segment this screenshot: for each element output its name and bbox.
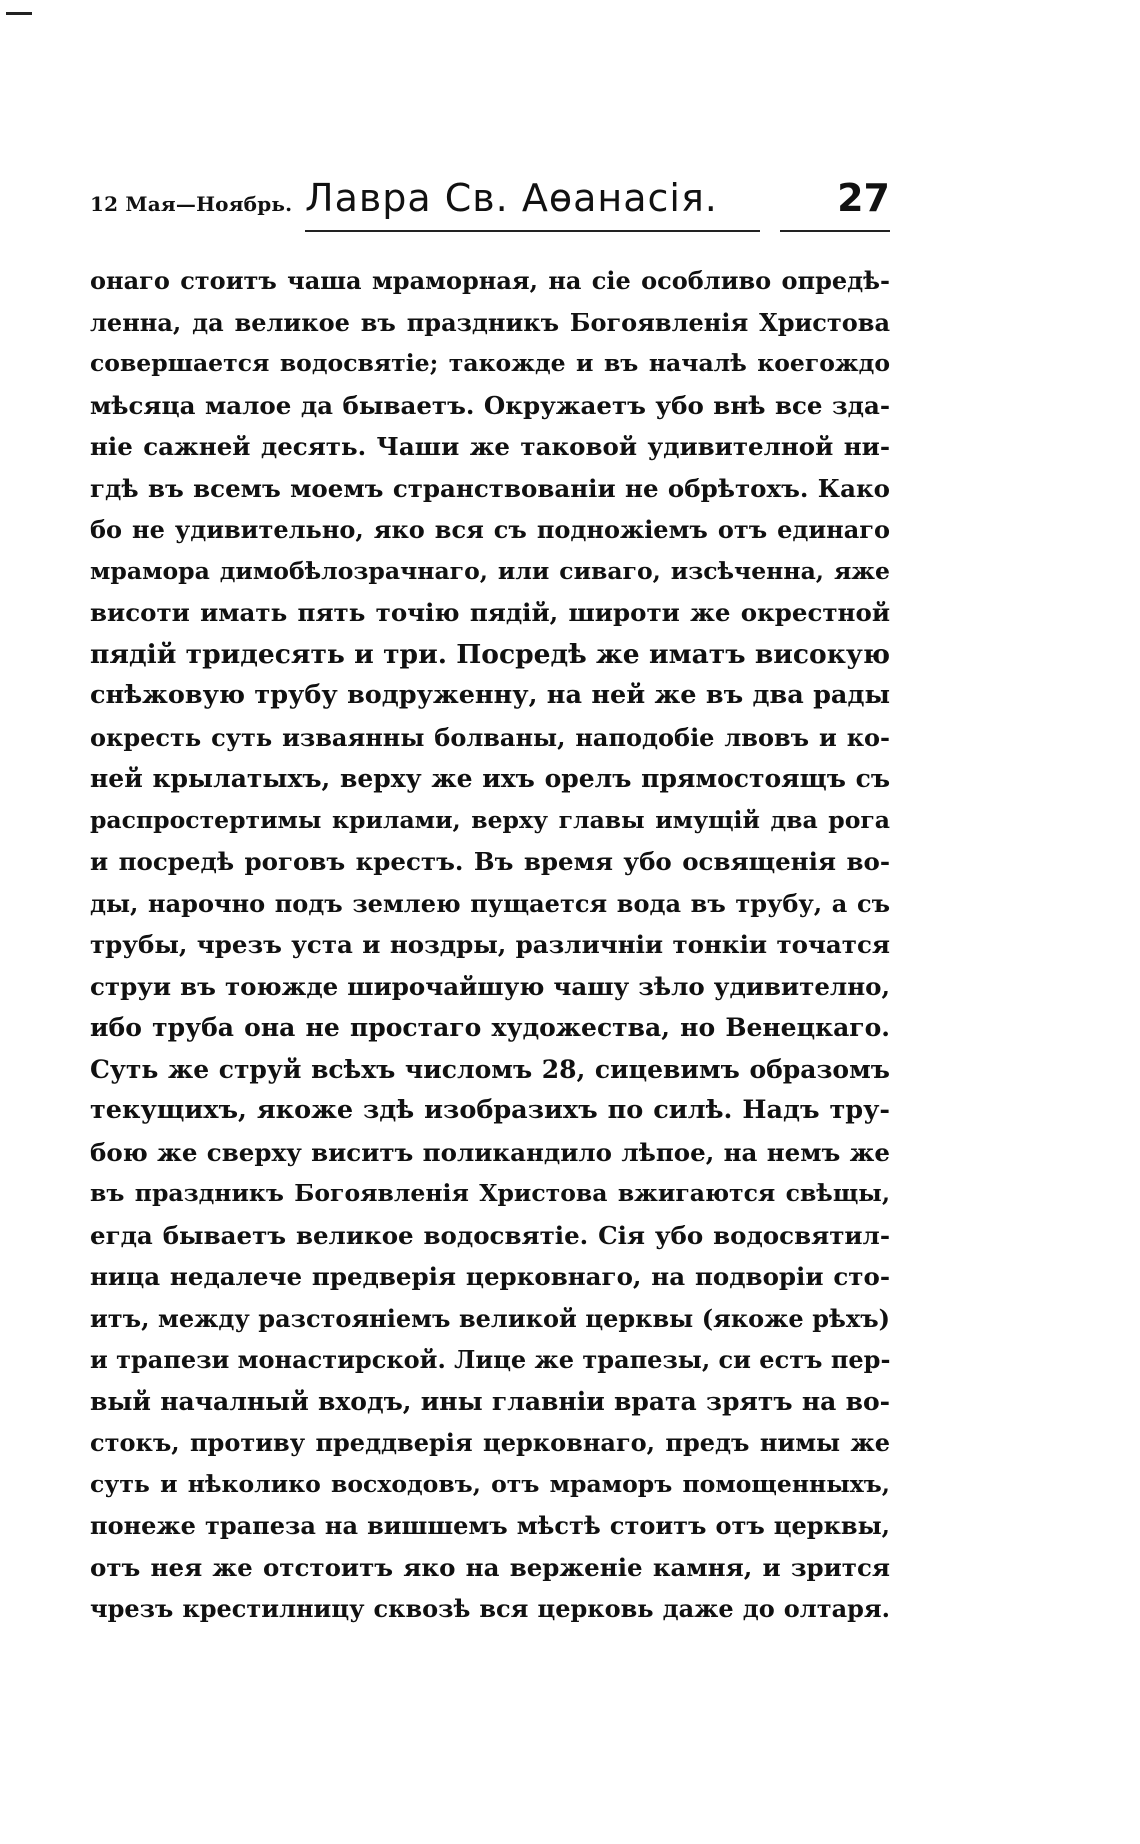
text-line: струи въ тоюжде широчайшую чашу зѣло удивително, — [90, 971, 890, 1001]
text-line: понеже трапеза на вишшемъ мѣстѣ стоитъ отъ церквы, — [90, 1511, 890, 1540]
text-line: вый началный входъ, ины главніи врата зрятъ на во- — [90, 1386, 890, 1416]
text-line: ней крылатыхъ, верху же ихъ орелъ прямостоящъ съ — [90, 764, 890, 793]
header-rule-right — [780, 230, 890, 232]
text-line: ды, нарочно подъ землею пущается вода въ трубу, а съ — [90, 888, 890, 918]
text-line: онаго стоитъ чаша мраморная, на сіе особливо опредѣ- — [90, 266, 890, 295]
page-header — [90, 172, 890, 232]
text-line: егда бываетъ великое водосвятіе. Сія убо водосвятил- — [90, 1220, 890, 1250]
text-line: трубы, чрезъ уста и ноздры, различніи тонкіи точатся — [90, 930, 890, 959]
header-rule-left — [305, 230, 760, 232]
text-line: ленна, да великое въ праздникъ Богоявленія Христова — [90, 307, 890, 337]
text-line: гдѣ въ всемъ моемъ странствованіи не обрѣтохъ. Како — [90, 473, 890, 503]
text-line: снѣжовую трубу водруженну, на ней же въ два рады — [90, 680, 890, 710]
text-line: бою же сверху виситъ поликандило лѣпое, на немъ же — [90, 1137, 890, 1167]
text-line: окресть суть изваянны болваны, наподобіе лвовъ и ко- — [90, 722, 890, 752]
text-line: мѣсяца малое да бываетъ. Окружаетъ убо внѣ все зда- — [90, 390, 890, 420]
text-line: пядій тридесять и три. Посредѣ же иматъ високую — [90, 638, 890, 670]
text-line: ница недалече предверія церковнаго, на подворіи сто- — [90, 1262, 890, 1291]
text-line: чрезъ крестилницу сквозѣ вся церковь даже до олтаря. — [90, 1594, 890, 1623]
text-line: ибо труба она не простаго художества, но Венецкаго. — [90, 1013, 890, 1042]
scan-corner-mark — [6, 12, 32, 15]
text-line: въ праздникъ Богоявленія Христова вжигаются свѣщы, — [90, 1179, 890, 1207]
text-line: мрамора димобѣлозрачнаго, или сиваго, изсѣченна, яже — [90, 556, 890, 585]
text-line: ніе сажней десять. Чаши же таковой удивителной ни- — [90, 432, 890, 461]
body-text — [90, 260, 890, 1630]
page-number: 27 — [837, 176, 890, 220]
text-line: висоти имать пять точію пядій, широти же окрестной — [90, 598, 890, 627]
text-line: отъ нея же отстоитъ яко на верженіе камня, и зрится — [90, 1552, 890, 1582]
running-title: Лавра Св. Аѳанасія. — [305, 176, 718, 220]
text-line: итъ, между разстояніемъ великой церквы (якоже рѣхъ) — [90, 1303, 890, 1333]
text-line: бо не удивительно, яко вся съ подножіемъ отъ единаго — [90, 515, 890, 544]
header-date-range: 12 Мая—Ноябрь. — [90, 192, 293, 216]
text-line: и посредѣ роговъ крестъ. Въ время убо освященія во- — [90, 847, 890, 876]
text-line: стокъ, противу преддверія церковнаго, предъ нимы же — [90, 1428, 890, 1457]
text-line: совершается водосвятіе; такожде и въ началѣ коегождо — [90, 349, 890, 377]
text-line: распростертимы крилами, верху главы имущій два рога — [90, 805, 890, 834]
text-line: суть и нѣколико восходовъ, отъ мраморъ помощенныхъ, — [90, 1469, 890, 1498]
text-line: текущихъ, якоже здѣ изобразихъ по силѣ. Надъ тру- — [90, 1095, 890, 1125]
text-line: и трапези монастирской. Лице же трапезы, си естъ пер- — [90, 1345, 890, 1374]
text-line: Суть же струй всѣхъ числомъ 28, сицевимъ образомъ — [90, 1054, 890, 1084]
